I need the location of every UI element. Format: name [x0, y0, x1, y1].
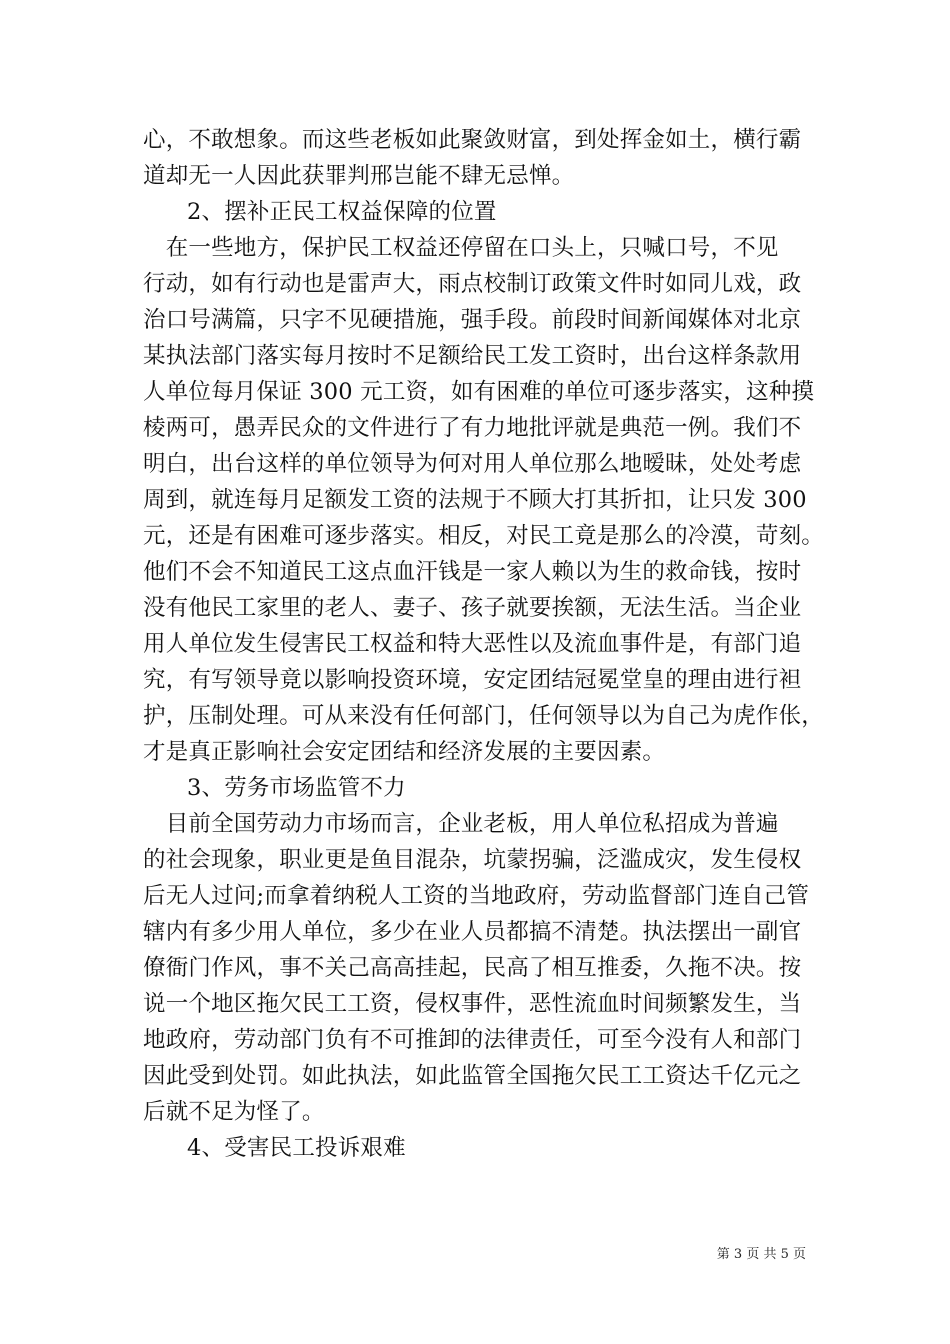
paragraph-line: 僚衙门作风，事不关己高高挂起，民高了相互推委，久拖不决。按	[143, 955, 802, 981]
section-heading	[143, 194, 805, 230]
paragraph-line: 护，压制处理。可从来没有任何部门，任何领导以为自己为虎作伥，	[143, 703, 825, 729]
paragraph-line: 地政府，劳动部门负有不可推卸的法律责任，可至今没有人和部门	[143, 1027, 802, 1053]
page-number-footer: 第 3 页 共 5 页	[716, 1247, 806, 1262]
paragraph-line: 心，不敢想象。而这些老板如此聚敛财富，到处挥金如土，横行霸	[143, 127, 802, 153]
paragraph-line: 才是真正影响社会安定团结和经济发展的主要因素。	[143, 739, 666, 765]
paragraph-line: 周到，就连每月足额发工资的法规于不顾大打其折扣，让只发 300	[143, 487, 807, 513]
paragraph-line: 目前全国劳动力市场而言，企业老板，用人单位私招成为普遍	[143, 811, 779, 837]
body-paragraph	[143, 122, 805, 194]
paragraph-line: 后无人过问;而拿着纳税人工资的当地政府，劳动监督部门连自己管	[143, 883, 810, 909]
section-heading	[143, 1130, 805, 1166]
paragraph-line: 在一些地方，保护民工权益还停留在口头上，只喊口号，不见	[143, 235, 779, 261]
paragraph-line: 某执法部门落实每月按时不足额给民工发工资时，出台这样条款用	[143, 343, 802, 369]
paragraph-line: 辖内有多少用人单位，多少在业人员都搞不清楚。执法摆出一副官	[143, 919, 802, 945]
paragraph-line: 人单位每月保证 300 元工资，如有困难的单位可逐步落实，这种摸	[143, 379, 815, 405]
paragraph-line: 没有他民工家里的老人、妻子、孩子就要挨额，无法生活。当企业	[143, 595, 802, 621]
heading-text: 2、摆补正民工权益保障的位置	[187, 199, 497, 225]
body-paragraph	[143, 230, 825, 770]
paragraph-line: 道却无一人因此获罪判邢岂能不肆无忌惮。	[143, 163, 575, 189]
paragraph-line: 因此受到处罚。如此执法，如此监管全国拖欠民工工资达千亿元之	[143, 1063, 802, 1089]
paragraph-line: 明白，出台这样的单位领导为何对用人单位那么地暧昧，处处考虑	[143, 451, 802, 477]
document-body	[143, 122, 825, 1166]
paragraph-line: 行动，如有行动也是雷声大，雨点校制订政策文件时如同儿戏，政	[143, 271, 802, 297]
paragraph-line: 治口号满篇，只字不见硬措施，强手段。前段时间新闻媒体对北京	[143, 307, 802, 333]
heading-text: 4、受害民工投诉艰难	[187, 1135, 406, 1161]
paragraph-line: 棱两可，愚弄民众的文件进行了有力地批评就是典范一例。我们不	[143, 415, 802, 441]
heading-text: 3、劳务市场监管不力	[187, 775, 406, 801]
paragraph-line: 用人单位发生侵害民工权益和特大恶性以及流血事件是，有部门追	[143, 631, 802, 657]
paragraph-line: 的社会现象，职业更是鱼目混杂，坑蒙拐骗，泛滥成灾，发生侵权	[143, 847, 802, 873]
section-heading	[143, 770, 805, 806]
paragraph-line: 说一个地区拖欠民工工资，侵权事件，恶性流血时间频繁发生，当	[143, 991, 802, 1017]
paragraph-line: 后就不足为怪了。	[143, 1099, 325, 1125]
paragraph-line: 元，还是有困难可逐步落实。相反，对民工竟是那么的冷漠，苛刻。	[143, 523, 825, 549]
paragraph-line: 他们不会不知道民工这点血汗钱是一家人赖以为生的救命钱，按时	[143, 559, 802, 585]
body-paragraph	[143, 806, 810, 1130]
paragraph-line: 究，有写领导竟以影响投资环境，安定团结冠冕堂皇的理由进行袒	[143, 667, 802, 693]
